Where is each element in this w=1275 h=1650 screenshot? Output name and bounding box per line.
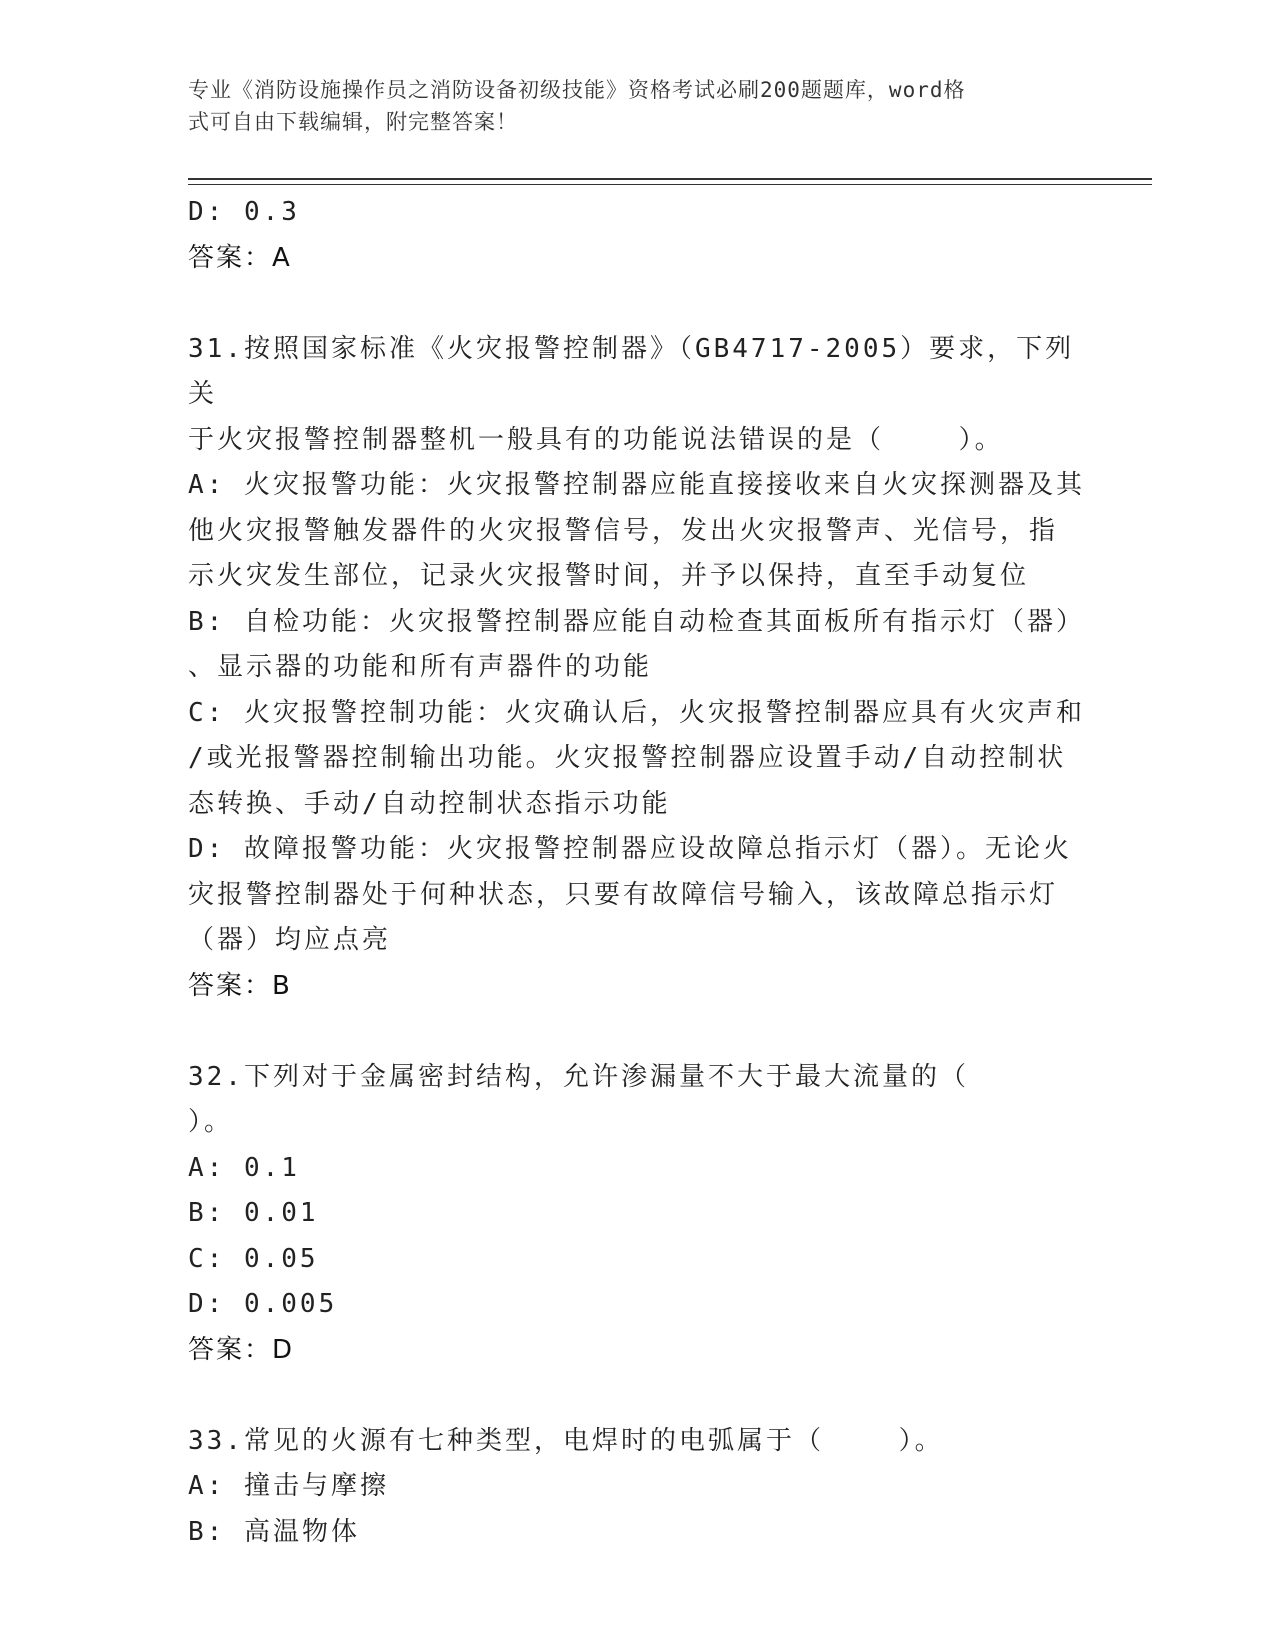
option-a: A: 撞击与摩擦 xyxy=(188,1471,389,1501)
option-a: 示火灾发生部位，记录火灾报警时间，并予以保持，直至手动复位 xyxy=(188,561,1030,591)
question-content xyxy=(188,190,1088,1555)
option-c: C: 0.05 xyxy=(188,1243,319,1274)
question-stem: 31.按照国家标准《火灾报警控制器》（GB4717-2005）要求，下列关 xyxy=(188,333,1075,409)
header-divider-thin xyxy=(188,184,1152,185)
option-c: /或光报警器控制输出功能。火灾报警控制器应设置手动/自动控制状 xyxy=(188,743,1067,773)
question-30-tail xyxy=(188,190,1088,281)
option-b: 、显示器的功能和所有声器件的功能 xyxy=(188,652,653,682)
option-d: D: 0.3 xyxy=(188,197,300,227)
option-c: C: 火灾报警控制功能：火灾确认后，火灾报警控制器应具有火灾声和 xyxy=(188,697,1085,728)
header-divider-thick xyxy=(188,178,1152,180)
spacer xyxy=(188,1373,1088,1419)
option-d: 灾报警控制器处于何种状态，只要有故障信号输入，该故障总指示灯 xyxy=(188,879,1059,910)
answer-label: 答案：D xyxy=(188,1334,295,1365)
option-a: A: 火灾报警功能：火灾报警控制器应能直接接收来自火灾探测器及其 xyxy=(188,470,1085,500)
question-31 xyxy=(188,327,1088,1010)
spacer xyxy=(188,1009,1088,1055)
option-a: A: 0.1 xyxy=(188,1152,300,1183)
question-33 xyxy=(188,1419,1088,1556)
question-32 xyxy=(188,1055,1088,1374)
question-stem: 33.常见的火源有七种类型，电焊时的电弧属于（ ）。 xyxy=(188,1425,944,1456)
question-stem: 于火灾报警控制器整机一般具有的功能说法错误的是（ ）。 xyxy=(188,424,1004,455)
header-title-line-1: 专业《消防设施操作员之消防设备初级技能》资格考试必刷200题题库，word格 xyxy=(188,78,966,102)
answer-label: 答案：B xyxy=(188,970,292,1001)
option-b: B: 自检功能：火灾报警控制器应能自动检查其面板所有指示灯（器） xyxy=(188,606,1085,637)
option-a: 他火灾报警触发器件的火灾报警信号，发出火灾报警声、光信号，指 xyxy=(188,515,1059,546)
option-c: 态转换、手动/自动控制状态指示功能 xyxy=(188,788,671,819)
question-stem: 32.下列对于金属密封结构，允许渗漏量不大于最大流量的（ ）。 xyxy=(188,1061,1044,1137)
option-d: D: 故障报警功能：火灾报警控制器应设故障总指示灯（器）。无论火 xyxy=(188,834,1072,864)
option-d: （器）均应点亮 xyxy=(188,925,392,955)
option-b: B: 0.01 xyxy=(188,1198,319,1228)
spacer xyxy=(188,281,1088,327)
option-d: D: 0.005 xyxy=(188,1289,338,1319)
header-title-line-2: 式可自由下载编辑，附完整答案！ xyxy=(188,110,518,134)
option-b: B: 高温物体 xyxy=(188,1516,360,1547)
page-header xyxy=(188,74,1068,138)
answer-label: 答案：A xyxy=(188,242,292,273)
